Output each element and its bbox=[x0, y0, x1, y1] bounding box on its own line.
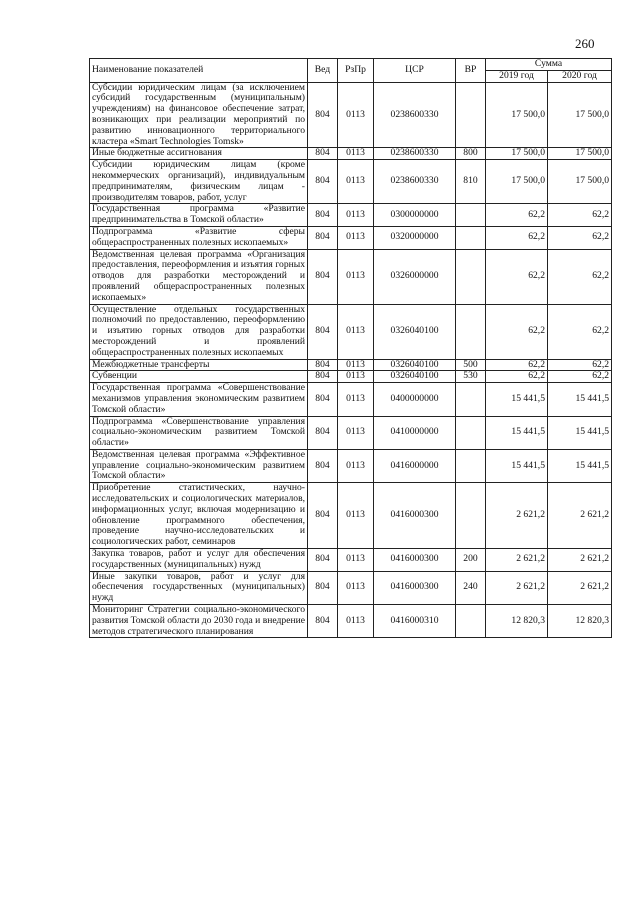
cell-sum-2020: 15 441,5 bbox=[548, 383, 612, 416]
cell-rzpr: 0113 bbox=[338, 483, 374, 549]
cell-csr: 0238600330 bbox=[374, 82, 456, 148]
table-row bbox=[90, 383, 612, 416]
cell-name: Субсидии юридическим лицам (за исключением субсидий государственным (муниципальным) учреждениям) на финансовое обеспечение затрат, возникающих при реализации мероприятий по развитию инновационного территориального кластера «Smart Technologies Tomsk» bbox=[90, 82, 308, 148]
table-body bbox=[90, 82, 612, 638]
table-row bbox=[90, 605, 612, 638]
cell-csr: 0416000310 bbox=[374, 605, 456, 638]
cell-name: Мониторинг Стратегии социально-экономического развития Томской области до 2030 года и внедрение методов стратегического планирования bbox=[90, 605, 308, 638]
cell-sum-2020: 62,2 bbox=[548, 226, 612, 249]
cell-rzpr: 0113 bbox=[338, 226, 374, 249]
table-row bbox=[90, 571, 612, 604]
cell-sum-2019: 15 441,5 bbox=[486, 449, 548, 482]
cell-ved: 804 bbox=[308, 483, 338, 549]
cell-csr: 0416000000 bbox=[374, 449, 456, 482]
cell-ved: 804 bbox=[308, 449, 338, 482]
cell-sum-2020: 17 500,0 bbox=[548, 148, 612, 160]
cell-sum-2019: 62,2 bbox=[486, 304, 548, 359]
cell-csr: 0238600330 bbox=[374, 148, 456, 160]
cell-sum-2020: 62,2 bbox=[548, 204, 612, 227]
cell-ved: 804 bbox=[308, 549, 338, 572]
cell-ved: 804 bbox=[308, 249, 338, 304]
table-row bbox=[90, 371, 612, 383]
cell-rzpr: 0113 bbox=[338, 549, 374, 572]
table-row bbox=[90, 483, 612, 549]
budget-table bbox=[89, 58, 612, 638]
cell-sum-2020: 2 621,2 bbox=[548, 549, 612, 572]
cell-sum-2020: 15 441,5 bbox=[548, 449, 612, 482]
cell-rzpr: 0113 bbox=[338, 249, 374, 304]
cell-csr: 0416000300 bbox=[374, 483, 456, 549]
cell-sum-2019: 17 500,0 bbox=[486, 160, 548, 204]
cell-sum-2019: 12 820,3 bbox=[486, 605, 548, 638]
cell-vr: 500 bbox=[456, 359, 486, 371]
header-row bbox=[90, 59, 612, 71]
cell-ved: 804 bbox=[308, 204, 338, 227]
cell-name: Государственная программа «Развитие предпринимательства в Томской области» bbox=[90, 204, 308, 227]
cell-rzpr: 0113 bbox=[338, 571, 374, 604]
cell-sum-2019: 15 441,5 bbox=[486, 383, 548, 416]
cell-ved: 804 bbox=[308, 371, 338, 383]
cell-name: Субсидии юридическим лицам (кроме некоммерческих организаций), индивидуальным предпринимателям, физическим лицам - производителям товаров, работ, услуг bbox=[90, 160, 308, 204]
cell-vr bbox=[456, 82, 486, 148]
cell-vr: 530 bbox=[456, 371, 486, 383]
cell-ved: 804 bbox=[308, 605, 338, 638]
cell-sum-2019: 62,2 bbox=[486, 204, 548, 227]
cell-sum-2020: 62,2 bbox=[548, 249, 612, 304]
cell-sum-2020: 62,2 bbox=[548, 371, 612, 383]
cell-sum-2020: 17 500,0 bbox=[548, 160, 612, 204]
table-row bbox=[90, 226, 612, 249]
cell-name: Приобретение статистических, научно-исследовательских и социологических материалов, информационных услуг, включая модернизацию и обновление программного обеспечения, проведение научно-исследовательских и социологических работ, семинаров bbox=[90, 483, 308, 549]
cell-name: Ведомственная целевая программа «Организация предоставления, переоформления и изъятия горных отводов для разработки месторождений и проявлений общераспространенных полезных ископаемых» bbox=[90, 249, 308, 304]
cell-name: Иные закупки товаров, работ и услуг для обеспечения государственных (муниципальных) нужд bbox=[90, 571, 308, 604]
header-2019: 2019 год bbox=[486, 70, 548, 82]
table-row bbox=[90, 304, 612, 359]
cell-ved: 804 bbox=[308, 82, 338, 148]
cell-vr: 240 bbox=[456, 571, 486, 604]
cell-sum-2019: 2 621,2 bbox=[486, 571, 548, 604]
cell-vr bbox=[456, 605, 486, 638]
cell-vr bbox=[456, 204, 486, 227]
cell-sum-2019: 62,2 bbox=[486, 371, 548, 383]
cell-name: Государственная программа «Совершенствование механизмов управления экономическим развитием Томской области» bbox=[90, 383, 308, 416]
cell-vr: 200 bbox=[456, 549, 486, 572]
cell-csr: 0326000000 bbox=[374, 249, 456, 304]
cell-name: Ведомственная целевая программа «Эффективное управление социально-экономическим развитием Томской области» bbox=[90, 449, 308, 482]
cell-sum-2019: 62,2 bbox=[486, 359, 548, 371]
table-row bbox=[90, 359, 612, 371]
cell-ved: 804 bbox=[308, 148, 338, 160]
cell-csr: 0326040100 bbox=[374, 304, 456, 359]
header-sum: Сумма bbox=[486, 59, 612, 71]
cell-vr: 800 bbox=[456, 148, 486, 160]
cell-csr: 0300000000 bbox=[374, 204, 456, 227]
table-row bbox=[90, 204, 612, 227]
cell-vr bbox=[456, 226, 486, 249]
cell-ved: 804 bbox=[308, 304, 338, 359]
header-rzpr: РзПр bbox=[338, 59, 374, 83]
header-vr: ВР bbox=[456, 59, 486, 83]
cell-sum-2020: 62,2 bbox=[548, 359, 612, 371]
cell-sum-2020: 17 500,0 bbox=[548, 82, 612, 148]
cell-rzpr: 0113 bbox=[338, 383, 374, 416]
cell-csr: 0326040100 bbox=[374, 371, 456, 383]
cell-vr bbox=[456, 416, 486, 449]
cell-csr: 0238600330 bbox=[374, 160, 456, 204]
cell-rzpr: 0113 bbox=[338, 160, 374, 204]
cell-vr bbox=[456, 449, 486, 482]
cell-rzpr: 0113 bbox=[338, 304, 374, 359]
cell-ved: 804 bbox=[308, 160, 338, 204]
cell-csr: 0320000000 bbox=[374, 226, 456, 249]
cell-csr: 0410000000 bbox=[374, 416, 456, 449]
table-row bbox=[90, 82, 612, 148]
cell-rzpr: 0113 bbox=[338, 148, 374, 160]
cell-name: Межбюджетные трансферты bbox=[90, 359, 308, 371]
cell-name: Субвенции bbox=[90, 371, 308, 383]
cell-csr: 0416000300 bbox=[374, 571, 456, 604]
cell-rzpr: 0113 bbox=[338, 82, 374, 148]
cell-name: Подпрограмма «Совершенствование управления социально-экономическим развитием Томской области» bbox=[90, 416, 308, 449]
cell-ved: 804 bbox=[308, 416, 338, 449]
cell-rzpr: 0113 bbox=[338, 605, 374, 638]
cell-csr: 0326040100 bbox=[374, 359, 456, 371]
cell-sum-2020: 12 820,3 bbox=[548, 605, 612, 638]
page-number: 260 bbox=[575, 36, 595, 51]
cell-rzpr: 0113 bbox=[338, 204, 374, 227]
cell-ved: 804 bbox=[308, 359, 338, 371]
cell-sum-2019: 17 500,0 bbox=[486, 148, 548, 160]
cell-sum-2019: 17 500,0 bbox=[486, 82, 548, 148]
header-2020: 2020 год bbox=[548, 70, 612, 82]
table-row bbox=[90, 249, 612, 304]
cell-ved: 804 bbox=[308, 383, 338, 416]
cell-sum-2019: 2 621,2 bbox=[486, 483, 548, 549]
cell-vr bbox=[456, 249, 486, 304]
table-row bbox=[90, 549, 612, 572]
table-row bbox=[90, 449, 612, 482]
cell-rzpr: 0113 bbox=[338, 371, 374, 383]
cell-sum-2019: 62,2 bbox=[486, 249, 548, 304]
cell-vr bbox=[456, 304, 486, 359]
cell-sum-2020: 2 621,2 bbox=[548, 571, 612, 604]
cell-vr bbox=[456, 483, 486, 549]
cell-vr: 810 bbox=[456, 160, 486, 204]
cell-csr: 0416000300 bbox=[374, 549, 456, 572]
cell-ved: 804 bbox=[308, 226, 338, 249]
header-csr: ЦСР bbox=[374, 59, 456, 83]
cell-ved: 804 bbox=[308, 571, 338, 604]
table-row bbox=[90, 148, 612, 160]
table-row bbox=[90, 416, 612, 449]
cell-rzpr: 0113 bbox=[338, 449, 374, 482]
cell-sum-2020: 15 441,5 bbox=[548, 416, 612, 449]
cell-sum-2020: 2 621,2 bbox=[548, 483, 612, 549]
cell-sum-2019: 15 441,5 bbox=[486, 416, 548, 449]
cell-name: Осуществление отдельных государственных полномочий по предоставлению, переоформлению и изъятию горных отводов для разработки месторождений и проявлений общераспространенных полезных ископаемых bbox=[90, 304, 308, 359]
cell-csr: 0400000000 bbox=[374, 383, 456, 416]
cell-sum-2019: 62,2 bbox=[486, 226, 548, 249]
cell-sum-2020: 62,2 bbox=[548, 304, 612, 359]
cell-name: Иные бюджетные ассигнования bbox=[90, 148, 308, 160]
header-name: Наименование показателей bbox=[90, 59, 308, 83]
cell-vr bbox=[456, 383, 486, 416]
header-ved: Вед bbox=[308, 59, 338, 83]
cell-name: Подпрограмма «Развитие сферы общераспространенных полезных ископаемых» bbox=[90, 226, 308, 249]
table-row bbox=[90, 160, 612, 204]
cell-name: Закупка товаров, работ и услуг для обеспечения государственных (муниципальных) нужд bbox=[90, 549, 308, 572]
cell-rzpr: 0113 bbox=[338, 416, 374, 449]
cell-sum-2019: 2 621,2 bbox=[486, 549, 548, 572]
cell-rzpr: 0113 bbox=[338, 359, 374, 371]
